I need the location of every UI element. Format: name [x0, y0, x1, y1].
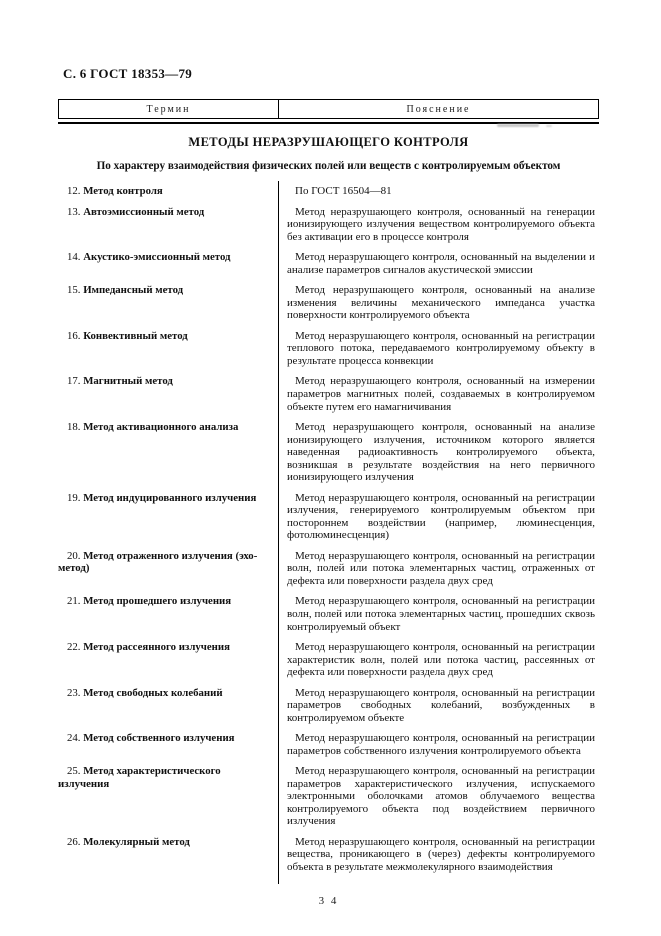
term-text: Метод отраженного излучения (эхо-метод)	[58, 549, 258, 575]
explanation-text: Метод неразрушающего контроля, основанный на генерации ионизирующего излучения веществом контролируемого объекта без активации его в процессе контроля	[287, 205, 595, 243]
table-row	[58, 413, 599, 484]
explanation-cell	[278, 587, 599, 633]
term-number: 26.	[67, 835, 81, 848]
table-row	[58, 542, 599, 588]
explanation-cell	[278, 276, 599, 322]
term-cell	[58, 181, 278, 198]
term-cell	[58, 198, 278, 244]
document-header: С. 6 ГОСТ 18353—79	[63, 66, 193, 81]
term-number: 15.	[67, 284, 81, 297]
explanation-text: Метод неразрушающего контроля, основанный на регистрации параметров собственного излучения контролируемого объекта	[287, 732, 595, 757]
table-row	[58, 724, 599, 757]
term-cell	[58, 587, 278, 633]
explanation-cell	[278, 724, 599, 757]
term-text: Магнитный метод	[83, 375, 173, 388]
explanation-text: Метод неразрушающего контроля, основанный на регистрации теплового потока, передаваемого контролируемому объекту в результате процесса конвекции	[287, 329, 595, 367]
explanation-text: Метод неразрушающего контроля, основанный на регистрации излучения, генерируемого контролируемым объектом при постороннем воздействии (например, люминесценция, фотолюминесценция)	[287, 491, 595, 542]
term-number: 24.	[67, 732, 81, 745]
term-number: 18.	[67, 421, 81, 434]
term-cell	[58, 276, 278, 322]
term-cell	[58, 633, 278, 679]
term-number: 20.	[67, 549, 81, 562]
table-row	[58, 633, 599, 679]
term-text: Метод рассеянного излучения	[83, 641, 230, 654]
term-number: 12.	[67, 185, 81, 197]
explanation-cell	[278, 413, 599, 484]
explanation-text: Метод неразрушающего контроля, основанный на выделении и анализе параметров сигналов акустической эмиссии	[287, 251, 595, 276]
term-number: 21.	[67, 595, 81, 608]
explanation-cell	[278, 542, 599, 588]
term-number: 16.	[67, 329, 81, 342]
term-number: 19.	[67, 491, 81, 504]
term-text: Метод собственного излучения	[83, 732, 235, 745]
explanation-text: Метод неразрушающего контроля, основанный на регистрации параметров свободных колебаний, возбужденных в контролируемом объекте	[287, 686, 595, 724]
table-body	[58, 181, 599, 884]
table-row	[58, 322, 599, 368]
term-number: 14.	[67, 251, 81, 264]
term-cell	[58, 757, 278, 828]
explanation-text: Метод неразрушающего контроля, основанный на регистрации параметров характеристического излучения, испускаемого электронными оболочками атомов облучаемого вещества контролируемого объекта под воздействием первичного излучения	[287, 765, 595, 828]
term-text: Метод активационного анализа	[83, 421, 239, 434]
explanation-text: Метод неразрушающего контроля, основанный на регистрации характеристик волн, полей или потока частиц, рассеянных от дефекта или поверхности раздела двух сред	[287, 641, 595, 679]
explanation-text: Метод неразрушающего контроля, основанный на анализе ионизирующего излучения, источником которого является наведенная радиоактивность контролируемого объекта, возникшая в результате воздействия на него первичного ионизирующего излучения	[287, 421, 595, 484]
term-number: 13.	[67, 205, 81, 218]
table-row	[58, 198, 599, 244]
explanation-text: Метод неразрушающего контроля, основанный на регистрации волн, полей или потока элементарных частиц, прошедших сквозь контролируемый объект	[287, 595, 595, 633]
term-number: 22.	[67, 641, 81, 654]
term-text: Метод контроля	[83, 185, 163, 197]
term-cell	[58, 828, 278, 884]
term-text: Импедансный метод	[83, 284, 184, 297]
column-header-explanation: Пояснение	[406, 103, 471, 115]
term-text: Метод прошедшего излучения	[83, 595, 232, 608]
table-row	[58, 181, 599, 198]
explanation-text: Метод неразрушающего контроля, основанный на измерении параметров магнитных полей, создаваемых в контролируемом объекте путем его намагничивания	[287, 375, 595, 413]
term-cell	[58, 322, 278, 368]
term-cell	[58, 484, 278, 542]
term-cell	[58, 679, 278, 725]
term-text: Конвективный метод	[83, 329, 188, 342]
term-cell	[58, 413, 278, 484]
scan-artifact	[546, 125, 552, 127]
explanation-text: По ГОСТ 16504—81	[295, 185, 392, 197]
explanation-cell	[278, 633, 599, 679]
explanation-cell	[278, 367, 599, 413]
explanation-cell	[278, 243, 599, 276]
explanation-text: Метод неразрушающего контроля, основанный на анализе изменения величины механического импеданса участка поверхности контролируемого объекта	[287, 284, 595, 322]
explanation-cell	[278, 757, 599, 828]
term-text: Молекулярный метод	[83, 835, 190, 848]
explanation-cell	[278, 198, 599, 244]
column-header-term: Термин	[59, 100, 279, 118]
term-text: Метод характеристического излучения	[58, 765, 221, 790]
page-number: 3 4	[318, 894, 339, 907]
table-row	[58, 243, 599, 276]
table-row	[58, 587, 599, 633]
term-number: 23.	[67, 686, 81, 699]
term-cell	[58, 542, 278, 588]
term-number: 17.	[67, 375, 81, 388]
table-row	[58, 367, 599, 413]
table-row	[58, 276, 599, 322]
explanation-cell	[278, 484, 599, 542]
term-cell	[58, 724, 278, 757]
term-text: Метод свободных колебаний	[83, 686, 223, 699]
term-cell	[58, 367, 278, 413]
scan-artifact	[497, 124, 539, 127]
explanation-cell	[278, 322, 599, 368]
term-text: Метод индуцированного излучения	[83, 491, 257, 504]
term-text: Автоэмиссионный метод	[83, 205, 205, 218]
section-title: МЕТОДЫ НЕРАЗРУШАЮЩЕГО КОНТРОЛЯ	[188, 135, 469, 149]
section-subtitle: По характеру взаимодействия физических полей или веществ с контролируемым объектом	[96, 160, 561, 172]
explanation-cell	[278, 828, 599, 884]
explanation-cell	[278, 679, 599, 725]
term-cell	[58, 243, 278, 276]
term-text: Акустико-эмиссионный метод	[83, 251, 231, 264]
table-row	[58, 828, 599, 884]
table-row	[58, 757, 599, 828]
explanation-text: Метод неразрушающего контроля, основанный на регистрации волн, полей или потока элементарных частиц, отраженных от дефекта или поверхности раздела двух сред	[287, 549, 595, 587]
table-header-row	[58, 99, 599, 119]
table-row	[58, 679, 599, 725]
explanation-cell	[278, 181, 599, 198]
explanation-text: Метод неразрушающего контроля, основанный на регистрации вещества, проникающего в (через) дефекты контролируемого объекта в результате межмолекулярного взаимодействия	[287, 835, 595, 873]
term-number: 25.	[67, 765, 81, 778]
table-row	[58, 484, 599, 542]
